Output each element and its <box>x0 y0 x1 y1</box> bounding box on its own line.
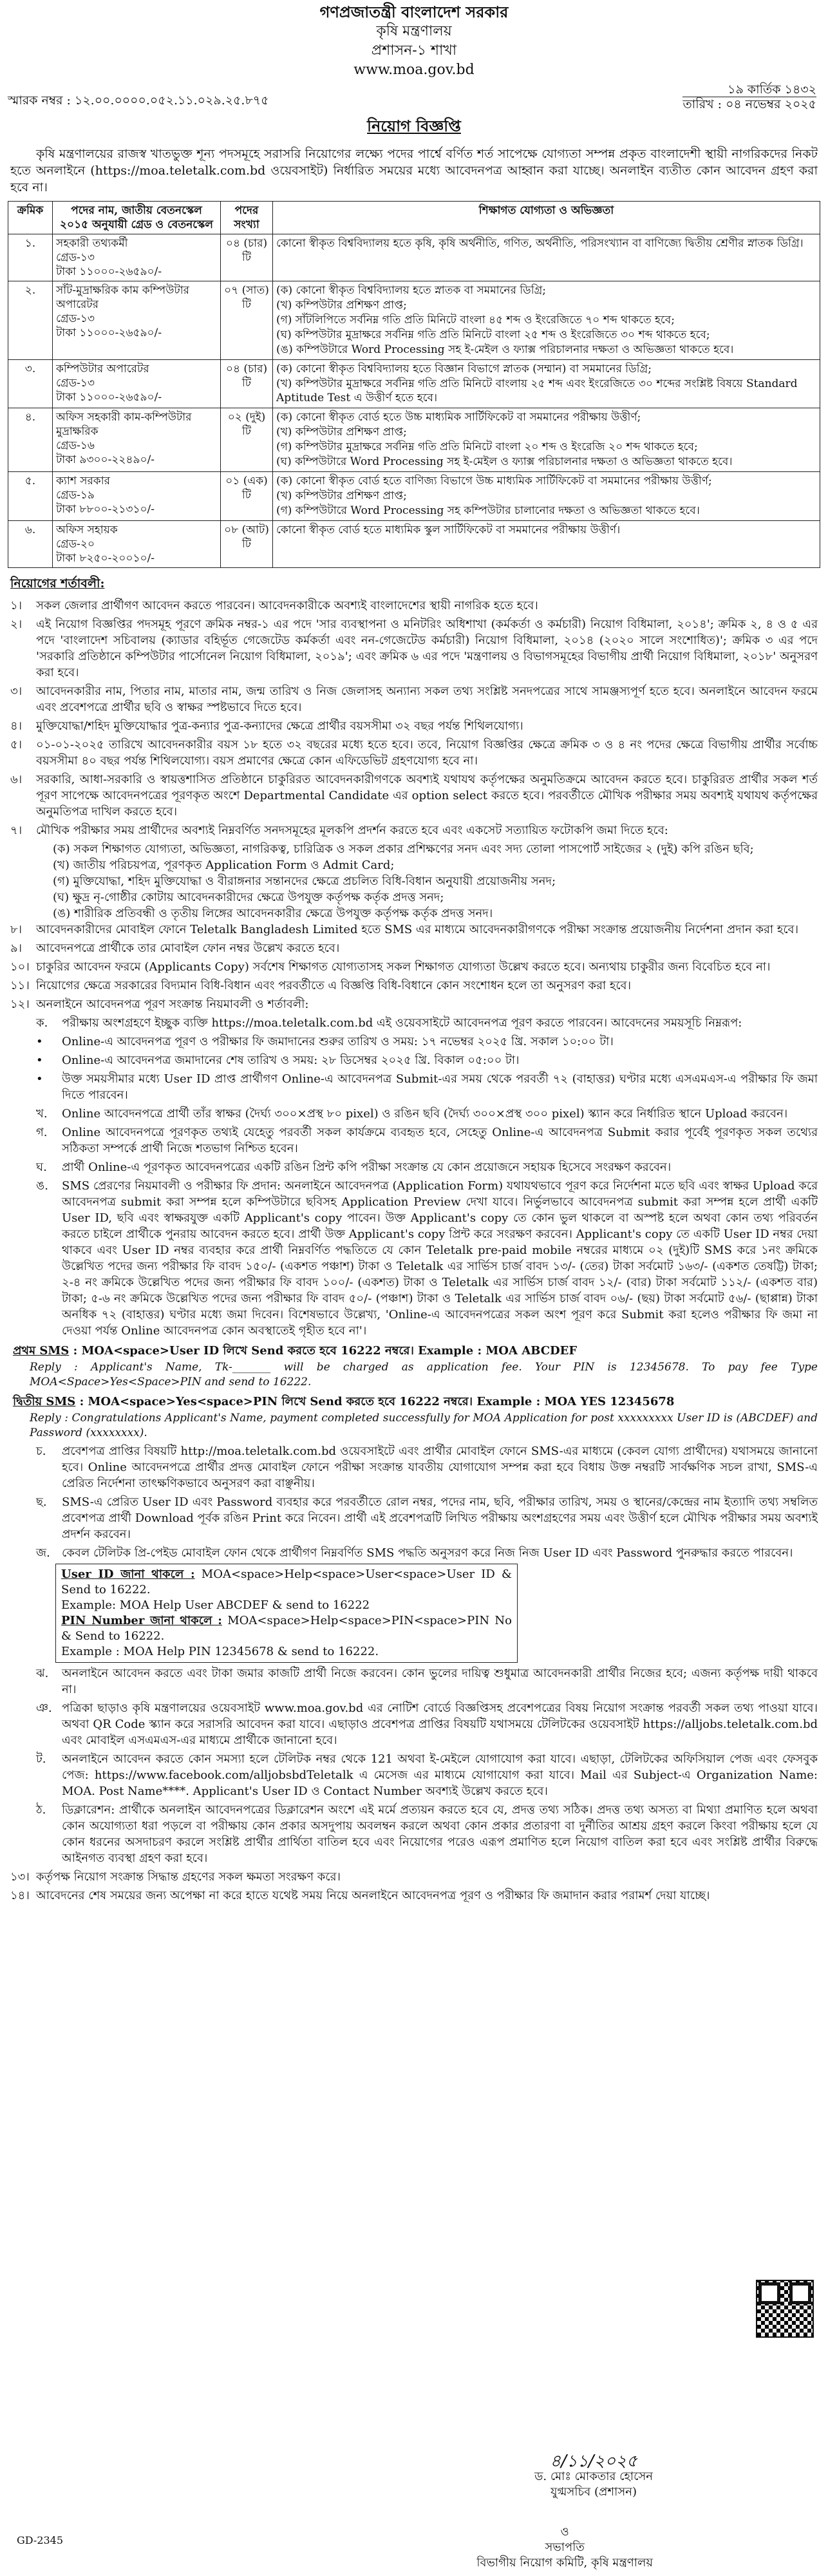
post-name: সাঁট-মুদ্রাক্ষরিক কাম কম্পিউটার অপারেটর <box>56 284 190 311</box>
condition-number: ক. <box>36 1016 48 1030</box>
condition-text: মুক্তিযোদ্ধা/শহিদ মুক্তিযোদ্ধার পুত্র-কন্যার পুত্র-কন্যাদের ক্ষেত্রে প্রার্থীর বয়সসীমা ৩২ বছর পর্যন্ত শিথিলযোগ্য। <box>36 719 523 733</box>
uid-line <box>61 1567 512 1598</box>
post-grade: গ্রেড-১৩ <box>56 251 95 264</box>
condition-item <box>10 1869 818 1885</box>
condition-item <box>10 616 818 681</box>
requirement-line: (খ) কম্পিউটার প্রশিক্ষণ প্রাপ্ত; <box>276 299 407 312</box>
condition-item <box>36 1494 818 1542</box>
condition-text: অনলাইনে আবেদন করতে কোন সমস্যা হলে টেলিটক নম্বর থেকে 121 অথবা ই-মেইলে যোগাযোগ করা যাবে। এছাড়া, টেলিটকের অফিসিয়াল পেজ এবং ফেসবুক পেজ: https://www.facebook.com/alljobsbdTeletalk এ মেসেজ এর মাধ্যমে যোগাযোগ করা যাবে। Mail এর Subject-এ Organization Name: MOA. Post Name****. Applicant's User ID ও Contact Number অবশ্যই উল্লেখ করতে হবে। <box>62 1752 818 1798</box>
date-english: তারিখ : ০৪ নভেম্বর ২০২৫ <box>682 97 816 111</box>
post-scale: টাকা ৯৩০০-২২৪৯০/- <box>56 453 155 466</box>
memo-dates <box>682 82 816 111</box>
row-requirements <box>273 281 820 360</box>
condition-item <box>10 922 818 938</box>
condition-text: Online আবেদনপত্রে প্রার্থী তাঁর স্বাক্ষর (দৈর্ঘ্য ৩০০×প্রস্থ ৮০ pixel) ও রঙিন ছবি (দৈর্ঘ্য ৩০০×প্রস্থ ৩০০ pixel) স্ক্যান করে নির্ধারিত স্থানে Upload করবেন। <box>62 1107 788 1121</box>
condition-number: ১০। <box>10 960 30 974</box>
row-post <box>53 360 221 408</box>
col-serial: ক্রমিক <box>8 202 53 234</box>
table-header <box>8 202 820 234</box>
signature-block <box>534 2454 653 2500</box>
row-count: ০৭ (সাত) টি <box>221 281 273 360</box>
requirement-line: (ক) কোনো স্বীকৃত বিশ্ববিদ্যালয় হতে স্নাতক বা সমমানের ডিগ্রি; <box>276 284 547 297</box>
memo-line <box>8 82 820 111</box>
condition-text: অনলাইনে আবেদন করতে এবং টাকা জমার কাজটি প্রার্থী নিজে করবেন। কোন ভুলের দায়িত্ব শুধুমাত্র আবেদনকারী প্রার্থীর নিজের হবে; এজন্য কর্তৃপক্ষ দায়ী থাকবে না। <box>62 1667 818 1696</box>
row-post <box>53 521 221 568</box>
signature-scribble: ৪/১১/২০২৫ <box>550 2452 637 2471</box>
sms2-label: দ্বিতীয় SMS <box>13 1395 76 1408</box>
post-grade: গ্রেড-১৩ <box>56 377 95 390</box>
condition-number: ঠ. <box>36 1803 46 1817</box>
page-title: নিয়োগ বিজ্ঞপ্তি <box>367 117 461 135</box>
condition-text: এই নিয়োগ বিজ্ঞপ্তির পদসমূহ পূরণে ক্রমিক নম্বর-১ এর পদে 'সার ব্যবস্থাপনা ও মনিটরিং অধিশাখা (কর্মকর্তা ও কর্মচারী) নিয়োগ বিধিমালা, ২০১৪'; ক্রমিক ২, ৪ ও ৫ এর পদে 'বাংলাদেশ সচিবালয় (ক্যাডার বহির্ভূত গেজেটেড কর্মকর্তা এবং নন-গেজেটেড কর্মচারী) নিয়োগ বিধিমালা, ২০১৪ (২০২০ সালে সংশোধিত)'; ক্রমিক ৩ এর পদে 'সরকারি প্রতিষ্ঠানে কম্পিউটার পার্সোনেল নিয়োগ বিধিমালা, ২০১৯'; এবং ক্রমিক ৬ এর পদে 'মন্ত্রণালয় ও বিভাগসমূহের বিভাগীয় প্রার্থী নিয়োগ বিধিমালা, ২০১৮' অনুসরণ করা হবে। <box>36 618 818 679</box>
uid-text: MOA<space>Help<space>User<space>User ID & Send to 16222. <box>61 1567 512 1596</box>
condition-item <box>36 1124 818 1157</box>
requirement-line: (গ) কম্পিউটার মুদ্রাক্ষরে সর্বনিম্ন গতি প্রতি মিনিটে বাংলা ২০ শব্দ ও ইংরেজি ২০ শব্দ থাকতে হবে; <box>276 440 698 453</box>
signer-name: ড. মোঃ মোকতার হোসেন <box>534 2470 653 2483</box>
condition-number: ২। <box>10 618 23 631</box>
requirement-line: (গ) কম্পিউটারে Word Processing সহ কম্পিউটার চালানোর দক্ষতা ও অভিজ্ঞতা থাকতে হবে। <box>276 504 700 517</box>
document-item: (ঘ) ক্ষুদ্র নৃ-গোষ্ঠীর কোটায় আবেদনকারীদের ক্ষেত্রে উপযুক্ত কর্তৃপক্ষ কর্তৃক প্রদত্ত সনদ; <box>53 891 444 904</box>
condition-text: আবেদনকারীর নাম, পিতার নাম, মাতার নাম, জন্ম তারিখ ও নিজ জেলাসহ অন্যান্য সকল তথ্য সংশ্লিষ্ট সনদপত্রের সাথে সামঞ্জস্যপূর্ণ হতে হবে। অনলাইনে আবেদন ফরমে এবং প্রবেশপত্রে প্রার্থীর ছবি ও স্বাক্ষর স্পষ্টভাবে দিতে হবে। <box>36 685 818 714</box>
condition-number: ৪। <box>10 719 23 733</box>
condition-number: ৫। <box>10 738 23 752</box>
committee-block <box>476 2524 653 2571</box>
condition-item <box>10 683 818 715</box>
col-post: পদের নাম, জাতীয় বেতনস্কেল ২০১৫ অনুযায়ী গ্রেড ও বেতনস্কেল <box>53 202 221 234</box>
condition-item <box>36 1052 818 1068</box>
condition-item <box>10 940 818 956</box>
post-name: অফিস সহায়ক <box>56 524 118 536</box>
conditions-list <box>8 598 820 1904</box>
condition-number: ১। <box>10 599 23 612</box>
row-requirements <box>273 408 820 472</box>
condition-number: চ. <box>36 1444 46 1458</box>
table-row <box>8 472 820 521</box>
table-row <box>8 281 820 360</box>
post-scale: টাকা ৮৮০০-২১৩১০/- <box>56 503 155 516</box>
condition-item <box>36 1665 818 1698</box>
post-name: অফিস সহকারী কাম-কম্পিউটার মুদ্রাক্ষরিক <box>56 411 192 438</box>
condition-item <box>10 959 818 975</box>
condition-number: ছ. <box>36 1495 47 1509</box>
website[interactable]: www.moa.gov.bd <box>353 62 475 78</box>
condition-item <box>10 737 818 769</box>
row-serial: ১. <box>8 234 53 281</box>
condition-text: কর্তৃপক্ষ নিয়োগ সংক্রান্ত সিদ্ধান্ত গ্রহণের সকল ক্ষমতা সংরক্ষণ করে। <box>36 1870 341 1884</box>
condition-number: ৩। <box>10 685 23 698</box>
condition-item <box>36 1751 818 1799</box>
footer-code: GD-2345 <box>17 2534 64 2546</box>
row-serial: ৫. <box>8 472 53 521</box>
row-post <box>53 234 221 281</box>
condition-text: মৌখিক পরীক্ষার সময় প্রার্থীদের অবশ্যই নিম্নবর্ণিত সনদসমূহের মূলকপি প্রদর্শন করতে হবে এবং একসেট সত্যায়িত ফটোকপি জমা দিতে হবে: <box>36 824 668 837</box>
condition-text: সরকারি, আধা-সরকারি ও স্বায়ত্তশাসিত প্রতিষ্ঠানে চাকুরিরত আবেদনকারীগণকে অবশ্যই যথাযথ কর্তৃপক্ষের অনুমতিক্রমে আবেদন করতে হবে। চাকুরিরত প্রার্থীর সকল শর্ত পূরণ সাপেক্ষে আবেদনপত্রের পূরণকৃত অংশে Departmental Candidate এর option select করতে হবে। পরবর্তীতে মৌখিক পরীক্ষার সময় অবশ্যই যথাযথ কর্তৃপক্ষের অনুমতিপত্র দাখিল করতে হবে। <box>36 773 818 819</box>
requirement-line: (ঘ) কম্পিউটারে Word Processing সহ ই-মেইল ও ফ্যাক্স পরিচালনার দক্ষতা ও অভিজ্ঞতা থাকতে হবে। <box>276 455 733 468</box>
committee-role: সভাপতি <box>545 2541 585 2554</box>
conditions-title: নিয়োগের শর্তাবলী: <box>10 576 105 591</box>
condition-number: • <box>36 1054 43 1067</box>
pin-text: MOA<space>Help<space>PIN<space>PIN No & Send to 16222. <box>61 1614 512 1643</box>
qr-code-icon[interactable] <box>756 2280 814 2338</box>
requirement-line: (ক) কোনো স্বীকৃত বোর্ড হতে বাণিজ্য বিভাগে উচ্চ মাধ্যমিক সার্টিফিকেট বা সমমানের পরীক্ষায় উত্তীর্ণ; <box>276 475 712 488</box>
condition-number: ৬। <box>10 773 23 786</box>
row-requirements <box>273 472 820 521</box>
condition-item <box>10 978 818 994</box>
condition-item <box>10 718 818 734</box>
pin-label: PIN Number জানা থাকলে : <box>61 1614 222 1627</box>
condition-item <box>36 1700 818 1748</box>
row-serial: ২. <box>8 281 53 360</box>
condition-text: নিয়োগের ক্ষেত্রে সরকারের বিদ্যমান বিধি-বিধান এবং পরবর্তীতে এ বিজ্ঞপ্তি বিধি-বিধানে কোন সংশোধন হলে তা অনুসরণ করা হবে। <box>36 979 632 992</box>
condition-item <box>36 1159 818 1175</box>
sms1-text: : MOA<space>User ID লিখে Send করতে হবে 16222 নম্বরে। Example : MOA ABCDEF <box>73 1344 578 1358</box>
govt-name: গণপ্রজাতন্ত্রী বাংলাদেশ সরকার <box>319 3 509 21</box>
condition-text: Online-এ আবেদনপত্র পূরণ ও পরীক্ষার ফি জমাদানের শুরুর তারিখ ও সময়: ১৭ নভেম্বর ২০২৫ খ্রি. সকাল ১০:০০ টা। <box>62 1035 614 1048</box>
row-post <box>53 472 221 521</box>
condition-text: SMS-এ প্রেরিত User ID এবং Password ব্যবহার করে পরবর্তীতে রোল নম্বর, পদের নাম, ছবি, পরীক্ষার তারিখ, সময় ও স্থানের/কেন্দ্রের নাম ইত্যাদি তথ্য সম্বলিত প্রবেশপত্র প্রার্থী Download পূর্বক রঙিন Print করে নিবেন। প্রার্থী এই প্রবেশপত্রটি লিখিত পরীক্ষায় অংশগ্রহণের সময় এবং উত্তীর্ণ হলে মৌখিক পরীক্ষার সময় অবশ্যই প্রদর্শন করবেন। <box>62 1495 818 1541</box>
condition-text: পরীক্ষায় অংশগ্রহণে ইচ্ছুক ব্যক্তি https://moa.teletalk.com.bd এই ওয়েবসাইটে আবেদনপত্র পূরণ করতে পারবেন। আবেদনের সময়সূচি নিম্নরূপ: <box>62 1016 742 1030</box>
sms2-reply: Reply : Congratulations Applicant's Name, payment completed successfully for MOA Application for post xxxxxxxxx User ID is (ABCDEF) and Password (xxxxxxxx). <box>30 1412 818 1439</box>
uid-label: User ID জানা থাকলে : <box>61 1567 195 1581</box>
condition-text: কেবল টেলিটক প্রি-পেইড মোবাইল ফোন থেকে প্রার্থীগণ নিম্নবর্ণিত SMS পদ্ধতি অনুসরণ করে নিজ নিজ User ID এবং Password পুনরুদ্ধার করতে পারবেন। <box>62 1546 793 1560</box>
row-requirements <box>273 234 820 281</box>
signer-title: যুগ্মসচিব (প্রশাসন) <box>550 2485 637 2499</box>
row-count: ০১ (এক) টি <box>221 472 273 521</box>
ministry-name: কৃষি মন্ত্রণালয় <box>376 23 452 39</box>
condition-number: খ. <box>36 1107 48 1121</box>
table-row <box>8 234 820 281</box>
table-row <box>8 408 820 472</box>
sms1-reply: Reply : Applicant's Name, Tk-_______ will be charged as application fee. Your PIN is 12345678. To pay fee Type MOA<Space>Yes<Space>PIN and send to 16222. <box>30 1361 818 1388</box>
post-grade: গ্রেড-১৯ <box>56 489 95 502</box>
condition-item <box>36 1545 818 1561</box>
uid-example: Example: MOA Help User ABCDEF & send to 16222 <box>61 1598 370 1612</box>
condition-text: প্রার্থী Online-এ পূরণকৃত আবেদনপত্রের একটি রঙিন প্রিন্ট কপি পরীক্ষা সংক্রান্ত যে কোন প্রয়োজনে সহায়ক হিসেবে সংরক্ষণ করবেন। <box>62 1160 672 1174</box>
sms1-label: প্রথম SMS <box>13 1344 70 1358</box>
row-post <box>53 281 221 360</box>
row-count: ০৪ (চার) টি <box>221 360 273 408</box>
pin-example: Example : MOA Help PIN 12345678 & send to 16222. <box>61 1645 379 1658</box>
condition-text: Online-এ আবেদনপত্র জমাদানের শেষ তারিখ ও সময়: ২৮ ডিসেম্বর ২০২৫ খ্রি. বিকাল ০৫:০০ টা। <box>62 1054 520 1067</box>
document-item: (গ) মুক্তিযোদ্ধা, শহিদ মুক্তিযোদ্ধা ও বীরাঙ্গনার সন্তানদের ক্ষেত্রে প্রচলিত বিধি-বিধান অনুযায়ী প্রয়োজনীয় সনদ; <box>53 875 556 888</box>
requirement-line: (খ) কম্পিউটার প্রশিক্ষণ প্রাপ্ত; <box>276 426 407 439</box>
condition-text: অনলাইনে আবেদনপত্র পূরণ সংক্রান্ত নিয়মাবলী ও শর্তাবলী: <box>36 998 309 1011</box>
condition-item <box>10 598 818 614</box>
condition-text: প্রবেশপত্র প্রাপ্তির বিষয়টি http://moa.teletalk.com.bd ওয়েবসাইটে এবং প্রার্থীর মোবাইল ফোনে SMS-এর মাধ্যমে (কেবল যোগ্য প্রার্থীদের) যথাসময়ে জানানো হবে। Online আবেদনপত্রে প্রার্থীর প্রদত্ত মোবাইল ফোনে পরীক্ষা সংক্রান্ত যাবতীয় যোগাযোগ সম্পন্ন করা হবে বিধায় উক্ত নম্বরটি সার্বক্ষণিক সচল রাখা, SMS-এ প্রেরিত নির্দেশনা তাৎক্ষণিকভাবে অনুসরণ করা বাঞ্ছনীয়। <box>62 1444 818 1490</box>
date-bangla: ১৯ কার্তিক ১৪৩২ <box>682 82 816 97</box>
condition-text: আবেদনকারীদের মোবাইল ফোনে Teletalk Bangladesh Limited হতে SMS এর মাধ্যমে আবেদনকারীগণকে পরীক্ষা সংক্রান্ত প্রয়োজনীয় নির্দেশনা প্রদান করা হবে। <box>36 923 799 936</box>
table-row <box>8 521 820 568</box>
col-requirement: শিক্ষাগত যোগ্যতা ও অভিজ্ঞতা <box>273 202 820 234</box>
condition-number: ঝ. <box>36 1667 49 1680</box>
condition-item <box>36 1106 818 1122</box>
condition-item <box>36 1443 818 1492</box>
post-scale: টাকা ১১০০০-২৬৫৯০/- <box>56 391 162 404</box>
table-row <box>8 360 820 408</box>
condition-number: গ. <box>36 1126 48 1139</box>
condition-text: Online আবেদনপত্রে পূরণকৃত তথ্যই যেহেতু পরবর্তী সকল কার্যক্রমে ব্যবহৃত হবে, সেহেতু Online-এ আবেদনপত্র Submit করার পূর্বেই পূরণকৃত সকল তথ্যের সঠিকতা সম্পর্কে প্রার্থী নিজে শতভাগ নিশ্চিত হবেন। <box>62 1126 818 1155</box>
requirement-line: কোনো স্বীকৃত বিশ্ববিদ্যালয় হতে কৃষি, কৃষি অর্থনীতি, গণিত, অর্থনীতি, পরিসংখ্যান বা বাণিজ্যে দ্বিতীয় শ্রেণীর স্নাতক ডিগ্রি। <box>276 237 804 250</box>
condition-number: ১২। <box>10 998 30 1011</box>
condition-number: ৭। <box>10 824 23 837</box>
post-name: কম্পিউটার অপারেটর <box>56 363 149 375</box>
pin-line <box>61 1613 512 1644</box>
post-grade: গ্রেড-১৬ <box>56 439 95 452</box>
document-item: (ক) সকল শিক্ষাগত যোগ্যতা, অভিজ্ঞতা, নাগরিকত্ব, চারিত্রিক ও সকল প্রকার প্রশিক্ষণের সনদ এবং সদ্য তোলা পাসপোর্ট সাইজের ২ (দুই) কপি রঙিন ছবি; <box>53 842 754 856</box>
requirement-line: (ক) কোনো স্বীকৃত বোর্ড হতে উচ্চ মাধ্যমিক সার্টিফিকেট বা সমমানের পরীক্ষায় উত্তীর্ণ; <box>276 411 641 424</box>
condition-text: ০১-০১-২০২৫ তারিখে আবেদনকারীর বয়স ১৮ হতে ৩২ বছরের মধ্যে হতে হবে। তবে, নিয়োগ বিজ্ঞপ্তির ক্ষেত্রে ক্রমিক ৩ ও ৪ নং পদের ক্ষেত্রে বিভাগীয় প্রার্থীর সর্বোচ্চ বয়সসীমা ৪০ বছর পর্যন্ত শিথিলযোগ্য। বয়স প্রমাণের ক্ষেত্রে কোন এফিডেভিট গ্রহণযোগ্য হবে না। <box>36 738 818 768</box>
sms2-text: : MOA<space>Yes<space>PIN লিখে Send করতে হবে 16222 নম্বরে। Example : MOA YES 12345678 <box>79 1395 675 1408</box>
condition-item <box>10 1888 818 1904</box>
post-scale: টাকা ১১০০০-২৬৫৯০/- <box>56 265 162 278</box>
requirement-line: (ঙ) কম্পিউটারে Word Processing সহ ই-মেইল ও ফ্যাক্স পরিচালনার দক্ষতা ও অভিজ্ঞতা থাকতে হবে। <box>276 343 734 356</box>
row-serial: ৩. <box>8 360 53 408</box>
condition-text: SMS প্রেরণের নিয়মাবলী ও পরীক্ষার ফি প্রদান: অনলাইনে আবেদনপত্র (Application Form) যথাযথভাবে পূরণ করে নির্দেশনা মতে ছবি এবং স্বাক্ষর Upload করে আবেদনপত্র submit করা সম্পন্ন হলে কম্পিউটারে ছবিসহ Application Preview দেখা যাবে। নির্ভুলভাবে আবেদনপত্র submit করা সম্পন্ন হলে প্রার্থী একটি User ID, ছবি এবং স্বাক্ষরযুক্ত একটি Applicant's copy পাবেন। উক্ত Applicant's copy তে কোন ভুল থাকলে বা অস্পষ্ট হলে অথবা কোন তথ্য পরিবর্তন করতে চাইলে প্রার্থীকে পুনরায় আবেদন করতে হবে। প্রার্থী উক্ত Applicant's copy প্রিন্ট করে সংরক্ষণ করবেন। Applicant's copy তে একটি User ID নম্বর দেয়া থাকবে এবং User ID নম্বর ব্যবহার করে প্রার্থী নিম্নবর্ণিত পদ্ধতিতে যে কোন Teletalk pre-paid mobile নম্বরের মাধ্যমে ০২ (দুই)টি SMS করে ১নং ক্রমিকে উল্লেখিত পদের জন্য পরীক্ষার ফি বাবদ ১৫০/- (একশত পঞ্চাশ) টাকা ও Teletalk এর সার্ভিস চার্জ বাবদ ১৩/- (তের) টাকা সর্বমোট ১৬৩/- (একশত তেষট্টি) টাকা; ২-৪ নং ক্রমিকে উল্লেখিত পদের জন্য পরীক্ষার ফি বাবদ ১০০/- (একশত) টাকা ও Teletalk এর সার্ভিস চার্জ বাবদ ১২/- (বার) টাকা সর্বমোট ১১২/- (একশত বার) টাকা; ৫-৬ নং ক্রমিকে উল্লেখিত পদের জন্য পরীক্ষার ফি বাবদ ৫০/- (পঞ্চাশ) টাকা ও Teletalk এর সার্ভিস চার্জ বাবদ ০৬/- (ছয়) টাকা সর্বমোট ৫৬/- (ছাপ্পান্ন) টাকা অনধিক ৭২ (বাহাত্তর) ঘণ্টার মধ্যে জমা দিবেন। বিশেষভাবে উল্লেখ্য, 'Online-এ আবেদনপত্রের সকল অংশ পূরণ করে Submit করা হলেও পরীক্ষার ফি জমা না দেওয়া পর্যন্ত Online আবেদনপত্র কোন অবস্থাতেই গৃহীত হবে না'। <box>62 1179 818 1338</box>
condition-text: চাকুরির আবেদন ফরমে (Applicants Copy) সর্বশেষ শিক্ষাগত যোগ্যতাসহ সকল শিক্ষাগত যোগ্যতা উল্লেখ করতে হবে। অন্যথায় চাকুরীর জন্য বিবেচিত হবে না। <box>36 960 771 974</box>
row-count: ০২ (দুই) টি <box>221 408 273 472</box>
condition-item <box>36 1178 818 1339</box>
row-serial: ৬. <box>8 521 53 568</box>
row-requirements <box>273 360 820 408</box>
post-name: সহকারী তথ্যকর্মী <box>56 237 128 250</box>
header <box>8 3 820 80</box>
condition-text: সকল জেলার প্রার্থীগণ আবেদন করতে পারবেন। আবেদনকারীকে অবশ্যই বাংলাদেশের স্থায়ী নাগরিক হতে হবে। <box>36 599 538 612</box>
condition-text: আবেদনপত্রে প্রার্থীকে তার মোবাইল ফোন নম্বর উল্লেখ করতে হবে। <box>36 942 340 955</box>
condition-number: ৯। <box>10 942 23 955</box>
document-item: (ঙ) শারীরিক প্রতিবন্ধী ও তৃতীয় লিঙ্গের আবেদনকারীর ক্ষেত্রে উপযুক্ত কর্তৃপক্ষ কর্তৃক প্রদত্ত সনদ। <box>53 907 493 920</box>
condition-number: জ. <box>36 1546 50 1560</box>
post-grade: গ্রেড-২০ <box>56 538 95 551</box>
condition-text: পত্রিকা ছাড়াও কৃষি মন্ত্রণালয়ের ওয়েবসাইট www.moa.gov.bd এর নোটিশ বোর্ডে বিজ্ঞপ্তিসহ প্রবেশপত্রের বিষয় নিয়োগ সংক্রান্ত পরবর্তী সকল তথ্য পাওয়া যাবে। অথবা QR Code স্ক্যান করে সরাসরি আবেদন করা যাবে। এছাড়াও প্রবেশপত্র প্রাপ্তির বিষয়টি যথাসময়ে টেলিটকের ওয়েবসাইট https://alljobs.teletalk.com.bd এবং মোবাইল এসএমএস-এর মাধ্যমে প্রার্থীকে জানানো হবে। <box>62 1701 818 1747</box>
condition-number: ১৪। <box>10 1889 30 1902</box>
committee-name: বিভাগীয় নিয়োগ কমিটি, কৃষি মন্ত্রণালয় <box>476 2556 653 2570</box>
condition-item <box>36 1071 818 1103</box>
condition-item <box>36 1015 818 1031</box>
committee-and: ও <box>560 2525 569 2539</box>
condition-number: • <box>36 1035 43 1048</box>
post-scale: টাকা ৮২৫০-২০০১০/- <box>56 552 155 565</box>
row-count: ০৪ (চার) টি <box>221 234 273 281</box>
condition-number: ট. <box>36 1752 46 1766</box>
condition-item <box>36 1034 818 1050</box>
requirement-line: (ক) কোনো স্বীকৃত বিশ্ববিদ্যালয় হতে বিজ্ঞান বিভাগে স্নাতক (সম্মান) বা সমমানের ডিগ্রি; <box>276 363 652 375</box>
password-recovery-box <box>55 1564 518 1663</box>
post-grade: গ্রেড-১৩ <box>56 312 95 325</box>
condition-number: ৮। <box>10 923 23 936</box>
row-requirements <box>273 521 820 568</box>
condition-item <box>10 772 818 820</box>
row-post <box>53 408 221 472</box>
condition-item <box>10 822 818 838</box>
sms2-line <box>13 1394 818 1410</box>
post-scale: টাকা ১১০০০-২৬৫৯০/- <box>56 327 162 339</box>
posts-table <box>8 201 820 568</box>
memo-ref: স্মারক নম্বর : ১২.০০.০০০০.০৫২.১১.০২৯.২৫.৮৭৫ <box>8 93 269 108</box>
section-name: প্রশাসন-১ শাখা <box>371 43 457 59</box>
requirement-line: (ঘ) কম্পিউটার মুদ্রাক্ষরে সর্বনিম্ন গতি প্রতি মিনিটে বাংলা ২৫ শব্দ ও ইংরেজিতে ৩০ শব্দ থাকতে হবে; <box>276 328 710 341</box>
col-count: পদের সংখ্যা <box>221 202 273 234</box>
condition-item <box>36 1802 818 1866</box>
row-count: ০৮ (আট) টি <box>221 521 273 568</box>
condition-number: ঙ. <box>36 1179 48 1193</box>
post-name: ক্যাশ সরকার <box>56 475 110 488</box>
condition-number: • <box>36 1072 43 1086</box>
sms1-line <box>13 1343 818 1359</box>
document-item: (খ) জাতীয় পরিচয়পত্র, পূরণকৃত Application Form ও Admit Card; <box>53 858 395 872</box>
condition-number: ১৩। <box>10 1870 30 1884</box>
condition-number: ঘ. <box>36 1160 47 1174</box>
row-serial: ৪. <box>8 408 53 472</box>
requirement-line: কোনো স্বীকৃত বোর্ড হতে মাধ্যমিক স্কুল সার্টিফিকেট বা সমমানের পরীক্ষায় উত্তীর্ণ। <box>276 524 621 536</box>
requirement-line: (খ) কম্পিউটার প্রশিক্ষণ প্রাপ্ত; <box>276 489 407 502</box>
notice-page <box>8 0 820 2576</box>
intro-paragraph: কৃষি মন্ত্রণালয়ের রাজস্ব খাতভুক্ত শূন্য পদসমূহে সরাসরি নিয়োগের লক্ষ্যে পদের পার্শ্বে বর্ণিত শর্ত সাপেক্ষে যোগ্যতা সম্পন্ন প্রকৃত বাংলাদেশী স্থায়ী নাগরিকদের নিকট হতে অনলাইনে (https://moa.teletalk.com.bd ওয়েবসাইট) নির্ধারিত সময়ের মধ্যে আবেদনপত্র আহ্বান করা যাচ্ছে। অনলাইন ব্যতীত কোন আবেদন গ্রহণ করা হবে না। <box>10 147 818 194</box>
requirement-line: (গ) সাঁটলিপিতে সর্বনিম্ন গতি প্রতি মিনিটে বাংলা ৪৫ শব্দ ও ইংরেজিতে ৭০ শব্দ থাকতে হবে; <box>276 314 675 327</box>
condition-number: ঞ. <box>36 1701 52 1715</box>
condition-text: ডিক্লারেশন: প্রার্থীকে অনলাইন আবেদনপত্রের ডিক্লারেশন অংশে এই মর্মে প্রত্যয়ন করতে হবে যে, প্রদত্ত তথ্য সঠিক। প্রদত্ত তথ্য অসত্য বা মিথ্যা প্রমাণিত হলে অথবা কোন অযোগ্যতা ধরা পড়লে বা পরীক্ষায় কোন প্রকার অসদুপায় অবলম্বন করলে অথবা কোন প্রকার প্রতারণা বা দুর্নীতির আশ্রয় গ্রহণ করলে কিংবা পরীক্ষায় হলে যে কোন ধরনের অসদাচরণ করলে সংশ্লিষ্ট প্রার্থীর প্রার্থিতা বাতিল হবে এবং নিয়োগের পরেও এরূপ প্রমাণিত হলে নিয়োগ বাতিল করা হবে এবং সংশ্লিষ্ট প্রার্থীর বিরুদ্ধে আইনগত ব্যবস্থা গ্রহণ করা হবে। <box>62 1803 818 1865</box>
requirement-line: (খ) কম্পিউটার মুদ্রাক্ষরে সর্বনিম্ন গতি প্রতি মিনিটে বাংলায় ২৫ শব্দ এবং ইংরেজিতে ৩০ শব্দের সংশ্লিষ্ট বিষয়ে Standard Aptitude Test এ উত্তীর্ণ হতে হবে। <box>276 377 798 404</box>
condition-text: উক্ত সময়সীমার মধ্যে User ID প্রাপ্ত প্রার্থীগণ Online-এ আবেদনপত্র Submit-এর সময় থেকে পরবর্তী ৭২ (বাহাত্তর) ঘণ্টার মধ্যে এসএমএস-এ পরীক্ষার ফি জমা দিতে পারবেন। <box>62 1072 818 1102</box>
condition-number: ১১। <box>10 979 30 992</box>
condition-text: আবেদনের শেষ সময়ের জন্য অপেক্ষা না করে হাতে যথেষ্ট সময় নিয়ে অনলাইনে আবেদনপত্র পূরণ ও পরীক্ষার ফি জমাদান করার পরামর্শ দেয়া যাচ্ছে। <box>36 1889 710 1902</box>
condition-item <box>10 996 818 1012</box>
